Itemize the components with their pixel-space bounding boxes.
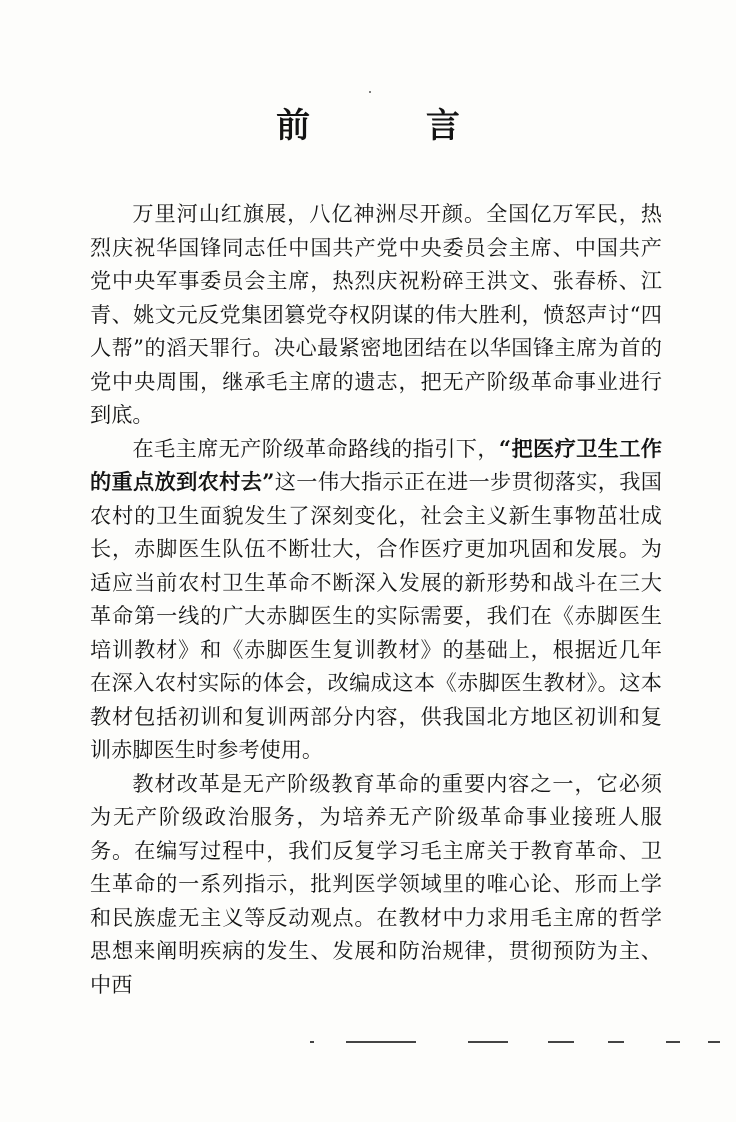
- paragraph-2-text-after: 这一伟大指示正在进一步贯彻落实，我国农村的卫生面貌发生了深刻变化，社会主义新生事物茁壮成长，赤脚医生队伍不断壮大，合作医疗更加巩固和发展。为适应当前农村卫生革命不断深入发展的新形势和战斗在三大革命第一线的广大赤脚医生的实际需要，我们在《赤脚医生培训教材》和《赤脚医生复训教材》的基础上，根据近几年在深入农村实际的体会，改编成这本《赤脚医生教材》。这本教材包括初训和复训两部分内容，供我国北方地区初训和复训赤脚医生时参考使用。: [90, 469, 662, 762]
- paragraph-2-emphasis: “把医疗卫生工作的重点放到农村去”: [90, 435, 662, 494]
- footer-mark: [468, 1041, 508, 1043]
- footer-mark: [310, 1041, 314, 1043]
- scan-speck: [369, 91, 371, 93]
- paragraph-2-text-before: 在毛主席无产阶级革命路线的指引下，: [132, 435, 499, 461]
- footer-mark: [666, 1041, 680, 1043]
- footer-mark: [346, 1041, 416, 1043]
- paragraph-3: [90, 767, 662, 1002]
- paragraph-1-text: 万里河山红旗展，八亿神洲尽开颜。全国亿万军民，热烈庆祝华国锋同志任中国共产党中央委员会主席、中国共产党中央军事委员会主席，热烈庆祝粉碎王洪文、张春桥、江青、姚文元反党集团篡党夺权阴谋的伟大胜利，愤怒声讨“四人帮”的滔天罪行。决心最紧密地团结在以华国锋主席为首的党中央周围，继承毛主席的遗志，把无产阶级革命事业进行到底。: [90, 201, 662, 427]
- page-title: 前 言: [276, 106, 512, 146]
- paragraph-3-text: 教材改革是无产阶级教育革命的重要内容之一，它必须为无产阶级政治服务，为培养无产阶级革命事业接班人服务。在编写过程中，我们反复学习毛主席关于教育革命、卫生革命的一系列指示，批判医学领域里的唯心论、形而上学和民族虚无主义等反动观点。在教材中力求用毛主席的哲学思想来阐明疾病的发生、发展和防治规律，贯彻预防为主、中西: [90, 770, 662, 997]
- body-text: [90, 197, 662, 1001]
- paragraph-2: [90, 432, 662, 767]
- footer-mark: [608, 1041, 624, 1043]
- footer-mark: [708, 1041, 720, 1043]
- paragraph-1: [90, 197, 662, 432]
- footer-mark: [548, 1041, 574, 1043]
- scan-footer-marks: [310, 1036, 730, 1050]
